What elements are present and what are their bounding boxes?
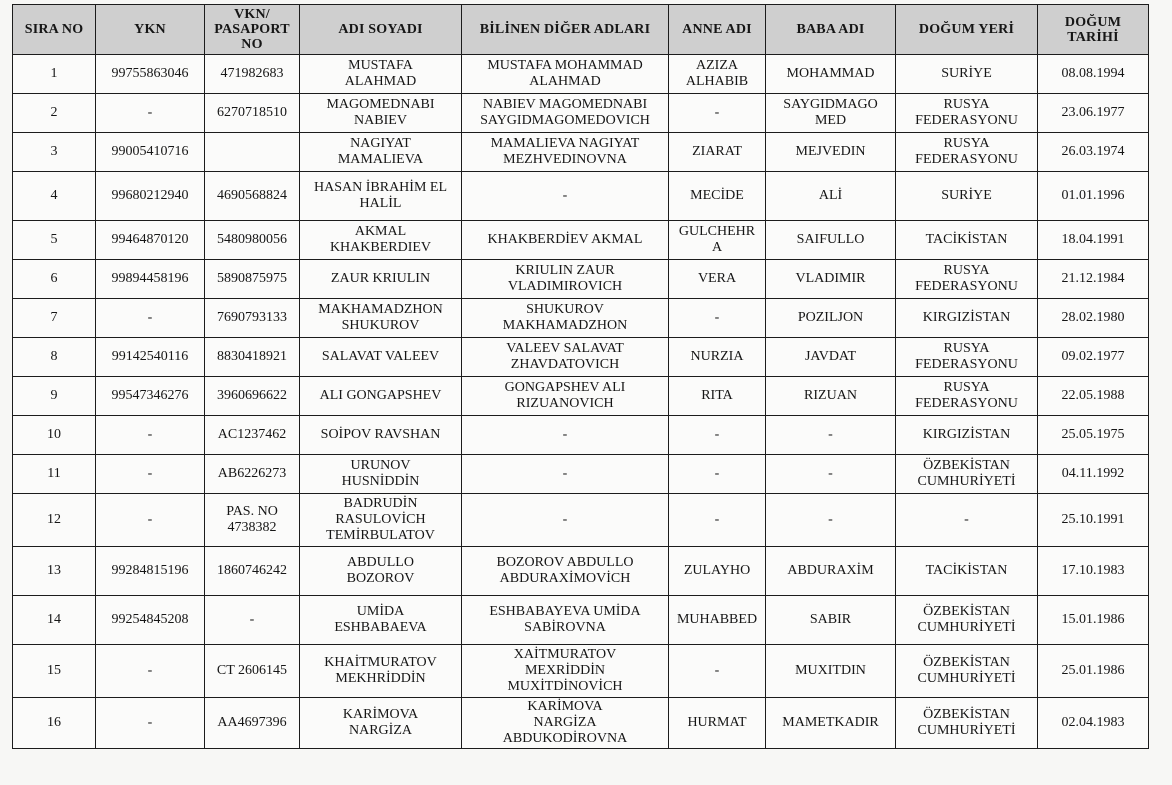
cell-sira-no: 3 [13, 133, 96, 172]
cell-ykn: - [96, 494, 205, 547]
header-vkn-pasaport: VKN/ PASAPORT NO [205, 5, 300, 55]
cell-sira-no: 1 [13, 55, 96, 94]
cell-dogum-yeri: SURİYE [896, 55, 1038, 94]
cell-vkn-pasaport: 5890875975 [205, 260, 300, 299]
cell-dogum-yeri: TACİKİSTAN [896, 547, 1038, 596]
cell-dogum-yeri: KIRGIZİSTAN [896, 416, 1038, 455]
table-row [13, 299, 1149, 338]
cell-vkn-pasaport: 1860746242 [205, 547, 300, 596]
cell-baba-adi: - [766, 416, 896, 455]
cell-dogum-tarihi: 26.03.1974 [1038, 133, 1149, 172]
cell-ykn: 99005410716 [96, 133, 205, 172]
cell-adi-soyadi: KHAİTMURATOV MEKHRİDDİN [300, 645, 462, 698]
cell-vkn-pasaport: PAS. NO 4738382 [205, 494, 300, 547]
cell-ykn: - [96, 299, 205, 338]
cell-bilinen-diger-adlari: KRIULIN ZAUR VLADIMIROVICH [462, 260, 669, 299]
cell-ykn: - [96, 698, 205, 749]
table-row [13, 133, 1149, 172]
cell-sira-no: 8 [13, 338, 96, 377]
cell-ykn: 99755863046 [96, 55, 205, 94]
cell-sira-no: 12 [13, 494, 96, 547]
cell-dogum-yeri: KIRGIZİSTAN [896, 299, 1038, 338]
cell-baba-adi: ABDURAXİM [766, 547, 896, 596]
cell-vkn-pasaport: 5480980056 [205, 221, 300, 260]
cell-vkn-pasaport [205, 133, 300, 172]
cell-adi-soyadi: MUSTAFA ALAHMAD [300, 55, 462, 94]
table-row [13, 221, 1149, 260]
cell-anne-adi: ZULAYHO [669, 547, 766, 596]
cell-dogum-tarihi: 28.02.1980 [1038, 299, 1149, 338]
cell-sira-no: 16 [13, 698, 96, 749]
table-row [13, 645, 1149, 698]
cell-sira-no: 15 [13, 645, 96, 698]
cell-bilinen-diger-adlari: KHAKBERDİEV AKMAL [462, 221, 669, 260]
cell-baba-adi: SAIFULLO [766, 221, 896, 260]
cell-sira-no: 6 [13, 260, 96, 299]
cell-ykn: - [96, 455, 205, 494]
cell-bilinen-diger-adlari: - [462, 455, 669, 494]
cell-adi-soyadi: URUNOV HUSNİDDİN [300, 455, 462, 494]
cell-anne-adi: HURMAT [669, 698, 766, 749]
cell-anne-adi: MECİDE [669, 172, 766, 221]
table-row [13, 94, 1149, 133]
cell-adi-soyadi: ZAUR KRIULIN [300, 260, 462, 299]
cell-dogum-yeri: RUSYA FEDERASYONU [896, 338, 1038, 377]
cell-dogum-tarihi: 02.04.1983 [1038, 698, 1149, 749]
cell-adi-soyadi: KARİMOVA NARGİZA [300, 698, 462, 749]
cell-dogum-yeri: ÖZBEKİSTAN CUMHURİYETİ [896, 455, 1038, 494]
cell-ykn: 99894458196 [96, 260, 205, 299]
cell-adi-soyadi: AKMAL KHAKBERDIEV [300, 221, 462, 260]
cell-vkn-pasaport: AB6226273 [205, 455, 300, 494]
table-row [13, 416, 1149, 455]
cell-dogum-tarihi: 23.06.1977 [1038, 94, 1149, 133]
cell-bilinen-diger-adlari: - [462, 494, 669, 547]
cell-baba-adi: MEJVEDIN [766, 133, 896, 172]
cell-dogum-tarihi: 04.11.1992 [1038, 455, 1149, 494]
cell-dogum-tarihi: 15.01.1986 [1038, 596, 1149, 645]
cell-dogum-tarihi: 25.05.1975 [1038, 416, 1149, 455]
cell-vkn-pasaport: CT 2606145 [205, 645, 300, 698]
table-row [13, 260, 1149, 299]
cell-dogum-tarihi: 17.10.1983 [1038, 547, 1149, 596]
cell-anne-adi: - [669, 299, 766, 338]
header-ykn: YKN [96, 5, 205, 55]
cell-dogum-yeri: RUSYA FEDERASYONU [896, 377, 1038, 416]
cell-bilinen-diger-adlari: XAİTMURATOV MEXRİDDİN MUXİTDİNOVİCH [462, 645, 669, 698]
table-row [13, 338, 1149, 377]
cell-baba-adi: MUXITDIN [766, 645, 896, 698]
document-sheet [12, 4, 1148, 749]
cell-baba-adi: ALİ [766, 172, 896, 221]
cell-adi-soyadi: HASAN İBRAHİM EL HALİL [300, 172, 462, 221]
cell-sira-no: 14 [13, 596, 96, 645]
cell-bilinen-diger-adlari: GONGAPSHEV ALI RIZUANOVICH [462, 377, 669, 416]
table-row [13, 596, 1149, 645]
cell-sira-no: 10 [13, 416, 96, 455]
cell-bilinen-diger-adlari: VALEEV SALAVAT ZHAVDATOVICH [462, 338, 669, 377]
cell-baba-adi: - [766, 494, 896, 547]
cell-dogum-yeri: ÖZBEKİSTAN CUMHURİYETİ [896, 645, 1038, 698]
cell-sira-no: 2 [13, 94, 96, 133]
cell-dogum-tarihi: 18.04.1991 [1038, 221, 1149, 260]
cell-dogum-yeri: RUSYA FEDERASYONU [896, 133, 1038, 172]
cell-baba-adi: POZILJON [766, 299, 896, 338]
cell-anne-adi: GULCHEHR A [669, 221, 766, 260]
header-anne-adi: ANNE ADI [669, 5, 766, 55]
cell-bilinen-diger-adlari: - [462, 416, 669, 455]
cell-ykn: 99547346276 [96, 377, 205, 416]
cell-dogum-tarihi: 22.05.1988 [1038, 377, 1149, 416]
table-row [13, 377, 1149, 416]
cell-vkn-pasaport: 8830418921 [205, 338, 300, 377]
cell-anne-adi: - [669, 94, 766, 133]
cell-adi-soyadi: BADRUDİN RASULOVİCH TEMİRBULATOV [300, 494, 462, 547]
cell-anne-adi: - [669, 494, 766, 547]
cell-anne-adi: RITA [669, 377, 766, 416]
table-body [13, 55, 1149, 749]
cell-adi-soyadi: ALI GONGAPSHEV [300, 377, 462, 416]
cell-dogum-tarihi: 25.10.1991 [1038, 494, 1149, 547]
cell-baba-adi: RIZUAN [766, 377, 896, 416]
cell-sira-no: 5 [13, 221, 96, 260]
cell-dogum-yeri: ÖZBEKİSTAN CUMHURİYETİ [896, 596, 1038, 645]
header-sira-no: SIRA NO [13, 5, 96, 55]
cell-baba-adi: - [766, 455, 896, 494]
cell-bilinen-diger-adlari: ESHBABAYEVA UMİDA SABİROVNA [462, 596, 669, 645]
cell-anne-adi: ZIARAT [669, 133, 766, 172]
cell-baba-adi: VLADIMIR [766, 260, 896, 299]
cell-sira-no: 4 [13, 172, 96, 221]
cell-dogum-tarihi: 01.01.1996 [1038, 172, 1149, 221]
cell-anne-adi: - [669, 416, 766, 455]
cell-adi-soyadi: NAGIYAT MAMALIEVA [300, 133, 462, 172]
header-baba-adi: BABA ADI [766, 5, 896, 55]
cell-anne-adi: MUHABBED [669, 596, 766, 645]
cell-sira-no: 11 [13, 455, 96, 494]
cell-anne-adi: - [669, 455, 766, 494]
table-header-row [13, 5, 1149, 55]
cell-vkn-pasaport: - [205, 596, 300, 645]
cell-baba-adi: SAYGIDMAGO MED [766, 94, 896, 133]
table-row [13, 172, 1149, 221]
cell-dogum-yeri: RUSYA FEDERASYONU [896, 94, 1038, 133]
cell-sira-no: 7 [13, 299, 96, 338]
cell-bilinen-diger-adlari: NABIEV MAGOMEDNABI SAYGIDMAGOMEDOVICH [462, 94, 669, 133]
cell-anne-adi: NURZIA [669, 338, 766, 377]
cell-adi-soyadi: UMİDA ESHBABAEVA [300, 596, 462, 645]
cell-ykn: 99254845208 [96, 596, 205, 645]
cell-ykn: 99284815196 [96, 547, 205, 596]
cell-anne-adi: AZIZA ALHABIB [669, 55, 766, 94]
cell-adi-soyadi: MAGOMEDNABI NABIEV [300, 94, 462, 133]
sanctions-list-table [12, 4, 1149, 749]
cell-ykn: 99680212940 [96, 172, 205, 221]
cell-adi-soyadi: MAKHAMADZHON SHUKUROV [300, 299, 462, 338]
header-dogum-yeri: DOĞUM YERİ [896, 5, 1038, 55]
cell-dogum-tarihi: 21.12.1984 [1038, 260, 1149, 299]
cell-bilinen-diger-adlari: MUSTAFA MOHAMMAD ALAHMAD [462, 55, 669, 94]
cell-vkn-pasaport: 6270718510 [205, 94, 300, 133]
header-bilinen-diger-adlari: BİLİNEN DİĞER ADLARI [462, 5, 669, 55]
cell-dogum-yeri: TACİKİSTAN [896, 221, 1038, 260]
cell-anne-adi: VERA [669, 260, 766, 299]
cell-dogum-yeri: - [896, 494, 1038, 547]
cell-dogum-yeri: ÖZBEKİSTAN CUMHURİYETİ [896, 698, 1038, 749]
table-row [13, 494, 1149, 547]
cell-baba-adi: MAMETKADIR [766, 698, 896, 749]
header-dogum-tarihi: DOĞUM TARİHİ [1038, 5, 1149, 55]
cell-bilinen-diger-adlari: KARİMOVA NARGİZA ABDUKODİROVNA [462, 698, 669, 749]
cell-bilinen-diger-adlari: BOZOROV ABDULLO ABDURAXİMOVİCH [462, 547, 669, 596]
cell-vkn-pasaport: AA4697396 [205, 698, 300, 749]
cell-baba-adi: MOHAMMAD [766, 55, 896, 94]
cell-dogum-yeri: RUSYA FEDERASYONU [896, 260, 1038, 299]
cell-dogum-tarihi: 08.08.1994 [1038, 55, 1149, 94]
cell-ykn: - [96, 416, 205, 455]
cell-ykn: 99142540116 [96, 338, 205, 377]
cell-bilinen-diger-adlari: MAMALIEVA NAGIYAT MEZHVEDINOVNA [462, 133, 669, 172]
cell-anne-adi: - [669, 645, 766, 698]
cell-ykn: - [96, 94, 205, 133]
cell-vkn-pasaport: AC1237462 [205, 416, 300, 455]
table-row [13, 455, 1149, 494]
cell-vkn-pasaport: 3960696622 [205, 377, 300, 416]
cell-bilinen-diger-adlari: SHUKUROV MAKHAMADZHON [462, 299, 669, 338]
cell-dogum-tarihi: 25.01.1986 [1038, 645, 1149, 698]
cell-baba-adi: SABIR [766, 596, 896, 645]
cell-ykn: - [96, 645, 205, 698]
cell-ykn: 99464870120 [96, 221, 205, 260]
header-adi-soyadi: ADI SOYADI [300, 5, 462, 55]
cell-adi-soyadi: ABDULLO BOZOROV [300, 547, 462, 596]
table-row [13, 698, 1149, 749]
cell-dogum-yeri: SURİYE [896, 172, 1038, 221]
cell-adi-soyadi: SOİPOV RAVSHAN [300, 416, 462, 455]
cell-bilinen-diger-adlari: - [462, 172, 669, 221]
cell-adi-soyadi: SALAVAT VALEEV [300, 338, 462, 377]
cell-baba-adi: JAVDAT [766, 338, 896, 377]
cell-dogum-tarihi: 09.02.1977 [1038, 338, 1149, 377]
cell-vkn-pasaport: 4690568824 [205, 172, 300, 221]
cell-vkn-pasaport: 471982683 [205, 55, 300, 94]
cell-sira-no: 13 [13, 547, 96, 596]
cell-sira-no: 9 [13, 377, 96, 416]
table-row [13, 547, 1149, 596]
cell-vkn-pasaport: 7690793133 [205, 299, 300, 338]
table-row [13, 55, 1149, 94]
